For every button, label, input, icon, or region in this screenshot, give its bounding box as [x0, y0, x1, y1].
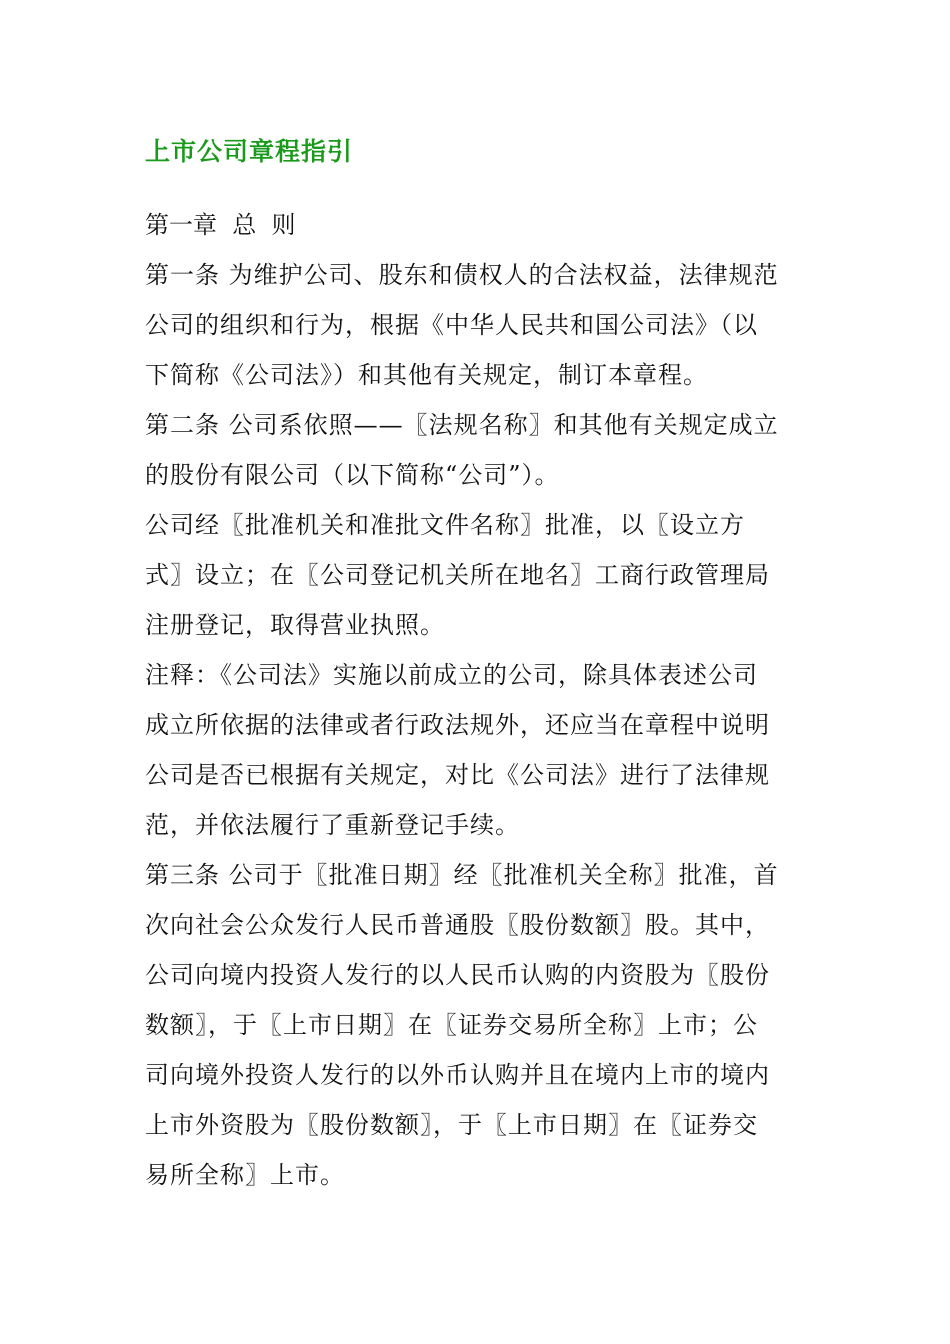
article-1-paragraph	[145, 250, 810, 400]
paragraph-line: 下简称《公司法》）和其他有关规定，制订本章程。	[145, 361, 708, 389]
paragraph-line: 公司向境内投资人发行的以人民币认购的内资股为〖股份	[145, 961, 770, 989]
paragraph-line: 公司经〖批准机关和准批文件名称〗批准，以〖设立方	[145, 511, 745, 539]
paragraph-line: 的股份有限公司（以下简称“公司”）。	[145, 461, 560, 489]
document-page	[145, 128, 810, 1200]
paragraph-line: 第三条 公司于〖批准日期〗经〖批准机关全称〗批准，首	[145, 861, 779, 889]
paragraph-line: 注册登记，取得营业执照。	[145, 611, 445, 639]
document-title: 上市公司章程指引	[145, 137, 354, 166]
paragraph-line: 式〗设立；在〖公司登记机关所在地名〗工商行政管理局	[145, 561, 770, 589]
paragraph-line: 第一条 为维护公司、股东和债权人的合法权益，法律规范	[145, 261, 779, 289]
paragraph-line: 注释：《公司法》实施以前成立的公司，除具体表述公司	[145, 661, 758, 689]
registration-paragraph	[145, 500, 810, 650]
paragraph-line: 司向境外投资人发行的以外币认购并且在境内上市的境内	[145, 1061, 770, 1089]
note-paragraph	[145, 650, 810, 850]
paragraph-line: 第二条 公司系依照——〖法规名称〗和其他有关规定成立	[145, 411, 779, 439]
paragraph-line: 上市外资股为〖股份数额〗，于〖上市日期〗在〖证券交	[145, 1111, 758, 1139]
paragraph-line: 范，并依法履行了重新登记手续。	[145, 811, 520, 839]
article-3-paragraph	[145, 850, 810, 1200]
article-2-paragraph	[145, 400, 810, 500]
paragraph-line: 次向社会公众发行人民币普通股〖股份数额〗股。其中，	[145, 911, 770, 939]
paragraph-line: 公司的组织和行为，根据《中华人民共和国公司法》（以	[145, 311, 758, 339]
chapter-heading: 第一章 总 则	[145, 211, 296, 239]
paragraph-line: 成立所依据的法律或者行政法规外，还应当在章程中说明	[145, 711, 770, 739]
paragraph-line: 易所全称〗上市。	[145, 1161, 345, 1189]
paragraph-line: 数额〗，于〖上市日期〗在〖证券交易所全称〗上市；公	[145, 1011, 758, 1039]
paragraph-line: 公司是否已根据有关规定，对比《公司法》进行了法律规	[145, 761, 770, 789]
